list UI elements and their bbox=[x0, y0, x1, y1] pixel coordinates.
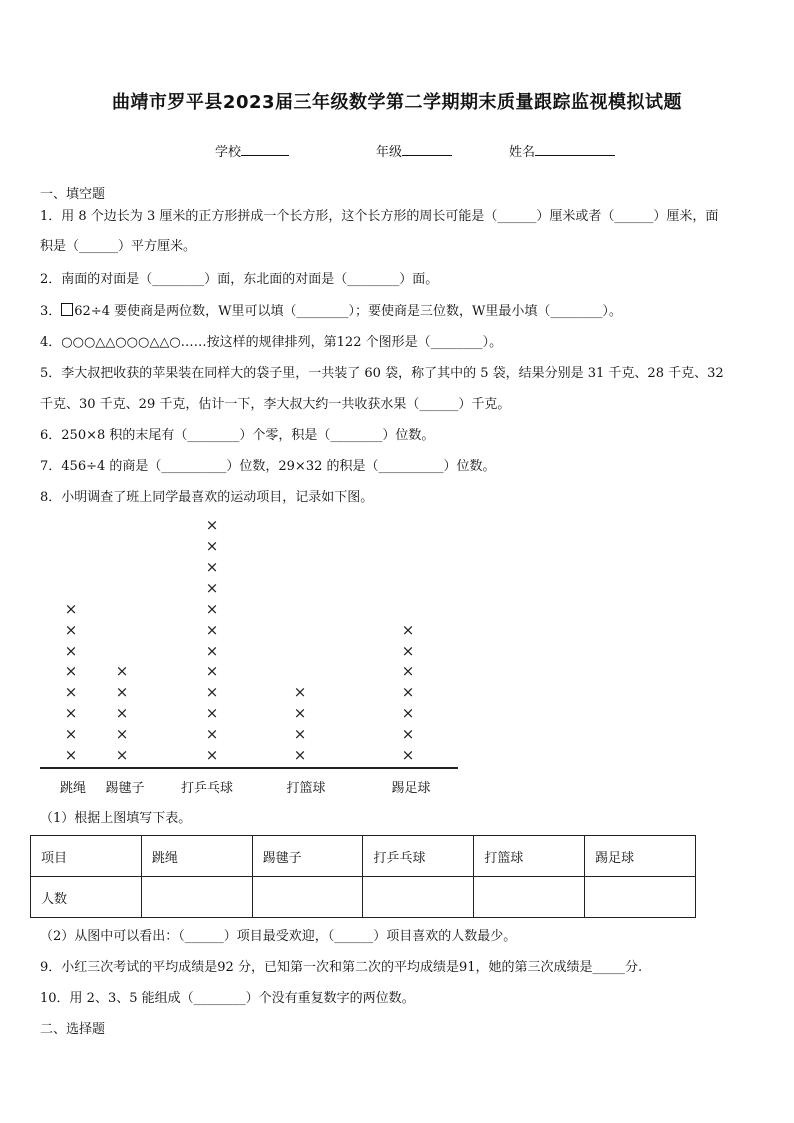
chart-baseline bbox=[40, 767, 458, 769]
tally-mark: × bbox=[205, 557, 219, 576]
tally-mark: × bbox=[64, 683, 78, 702]
tally-mark: × bbox=[401, 641, 415, 660]
table-row-label: 人数 bbox=[31, 877, 142, 918]
category-label: 踢毽子 bbox=[105, 781, 145, 796]
name-blank[interactable] bbox=[535, 143, 615, 156]
tally-mark: × bbox=[205, 537, 219, 555]
tally-mark: × bbox=[115, 704, 129, 723]
question-2: 2．南面的对面是（________）面，东北面的对面是（________）面。 bbox=[40, 272, 439, 287]
tally-mark: × bbox=[205, 704, 219, 723]
tally-mark: × bbox=[64, 704, 78, 723]
tally-mark: × bbox=[64, 599, 78, 618]
category-label: 打篮球 bbox=[286, 781, 326, 796]
question-8-part-2: （2）从图中可以看出：（______）项目最受欢迎，（______）项目喜欢的人数最少。 bbox=[40, 929, 517, 944]
page-title: 曲靖市罗平县2023届三年级数学第二学期期末质量跟踪监视模拟试题 bbox=[111, 92, 683, 113]
blank-box-icon bbox=[61, 303, 73, 316]
table-header-cell: 项目 bbox=[31, 836, 142, 877]
school-label: 学校 bbox=[215, 145, 242, 160]
tally-mark: × bbox=[115, 725, 129, 744]
tally-mark: × bbox=[115, 683, 129, 702]
table-header-cell: 打篮球 bbox=[474, 836, 585, 877]
table-answer-cell[interactable] bbox=[141, 877, 252, 918]
table-header-row bbox=[31, 836, 696, 877]
tally-mark: × bbox=[115, 746, 129, 764]
grade-field[interactable] bbox=[376, 141, 452, 160]
table-header-cell: 踢足球 bbox=[585, 836, 696, 877]
question-7: 7．456÷4 的商是（__________）位数，29×32 的积是（__________）位数。 bbox=[40, 459, 496, 474]
question-6: 6．250×8 积的末尾有（________）个零，积是（________）位数。 bbox=[40, 428, 435, 443]
table-header-cell: 跳绳 bbox=[141, 836, 252, 877]
tally-mark: × bbox=[401, 683, 415, 702]
tally-mark: × bbox=[64, 641, 78, 660]
tally-mark: × bbox=[401, 662, 415, 681]
tally-mark: × bbox=[64, 746, 78, 764]
question-8: 8．小明调查了班上同学最喜欢的运动项目，记录如下图。 bbox=[40, 490, 374, 505]
tally-mark: × bbox=[205, 578, 219, 597]
name-field[interactable] bbox=[509, 141, 615, 160]
table-answer-cell[interactable] bbox=[474, 877, 585, 918]
tally-mark: × bbox=[205, 620, 219, 639]
tally-mark: × bbox=[205, 725, 219, 744]
question-1-line-2: 积是（______）平方厘米。 bbox=[40, 239, 197, 254]
table-header-cell: 打乒乓球 bbox=[363, 836, 474, 877]
tally-mark: × bbox=[401, 704, 415, 723]
question-10: 10．用 2、3、5 能组成（________）个没有重复数字的两位数。 bbox=[40, 991, 415, 1006]
name-label: 姓名 bbox=[509, 145, 536, 160]
question-9: 9．小红三次考试的平均成绩是92 分，已知第一次和第二次的平均成绩是91，她的第三次成绩是_____分. bbox=[40, 960, 643, 975]
tally-mark: × bbox=[64, 620, 78, 639]
tally-mark: × bbox=[205, 746, 219, 764]
sports-table bbox=[30, 835, 696, 918]
section-multiple-choice: 二、选择题 bbox=[40, 1022, 106, 1037]
table-row bbox=[31, 877, 696, 918]
tally-mark: × bbox=[115, 662, 129, 681]
category-label: 跳绳 bbox=[59, 781, 86, 796]
table-answer-cell[interactable] bbox=[252, 877, 363, 918]
section-fill-in: 一、填空题 bbox=[40, 187, 106, 202]
school-blank[interactable] bbox=[241, 143, 289, 156]
question-1-line-1: 1．用 8 个边长为 3 厘米的正方形拼成一个长方形，这个长方形的周长可能是（______）厘米或者（______）厘米，面 bbox=[40, 209, 719, 224]
tally-mark: × bbox=[205, 662, 219, 681]
tally-mark: × bbox=[205, 641, 219, 660]
table-header-cell: 踢毽子 bbox=[252, 836, 363, 877]
question-3-text: 62÷4 要使商是两位数，W里可以填（________）；要使商是三位数，W里最小填（________）。 bbox=[74, 304, 622, 319]
category-label: 打乒乓球 bbox=[180, 781, 233, 796]
tally-mark: × bbox=[401, 725, 415, 744]
tally-mark: × bbox=[293, 704, 307, 723]
table-answer-cell[interactable] bbox=[585, 877, 696, 918]
tally-mark: × bbox=[205, 516, 219, 535]
tally-mark: × bbox=[293, 683, 307, 702]
school-field[interactable] bbox=[215, 141, 289, 160]
question-3-number: 3． bbox=[40, 304, 62, 319]
tally-mark: × bbox=[293, 725, 307, 744]
question-3 bbox=[40, 303, 622, 320]
tally-mark: × bbox=[64, 725, 78, 744]
grade-label: 年级 bbox=[376, 145, 403, 160]
tally-mark: × bbox=[205, 683, 219, 702]
question-5-line-1: 5．李大叔把收获的苹果装在同样大的袋子里，一共装了 60 袋，称了其中的 5 袋，结果分别是 31 千克、28 千克、32 bbox=[40, 366, 724, 381]
tally-mark: × bbox=[401, 746, 415, 764]
grade-blank[interactable] bbox=[402, 143, 452, 156]
tally-mark: × bbox=[293, 746, 307, 764]
tally-mark: × bbox=[64, 662, 78, 681]
tally-mark: × bbox=[401, 620, 415, 639]
category-label: 踢足球 bbox=[391, 781, 431, 796]
tally-mark: × bbox=[205, 599, 219, 618]
question-8-part-1: （1）根据上图填写下表。 bbox=[40, 811, 192, 826]
question-4: 4．○○○△△○○○△△○……按这样的规律排列，第122 个图形是（________）。 bbox=[40, 335, 503, 350]
table-answer-cell[interactable] bbox=[363, 877, 474, 918]
question-5-line-2: 千克、30 千克、29 千克，估计一下，李大叔大约一共收获水果（______）千克。 bbox=[40, 397, 511, 412]
